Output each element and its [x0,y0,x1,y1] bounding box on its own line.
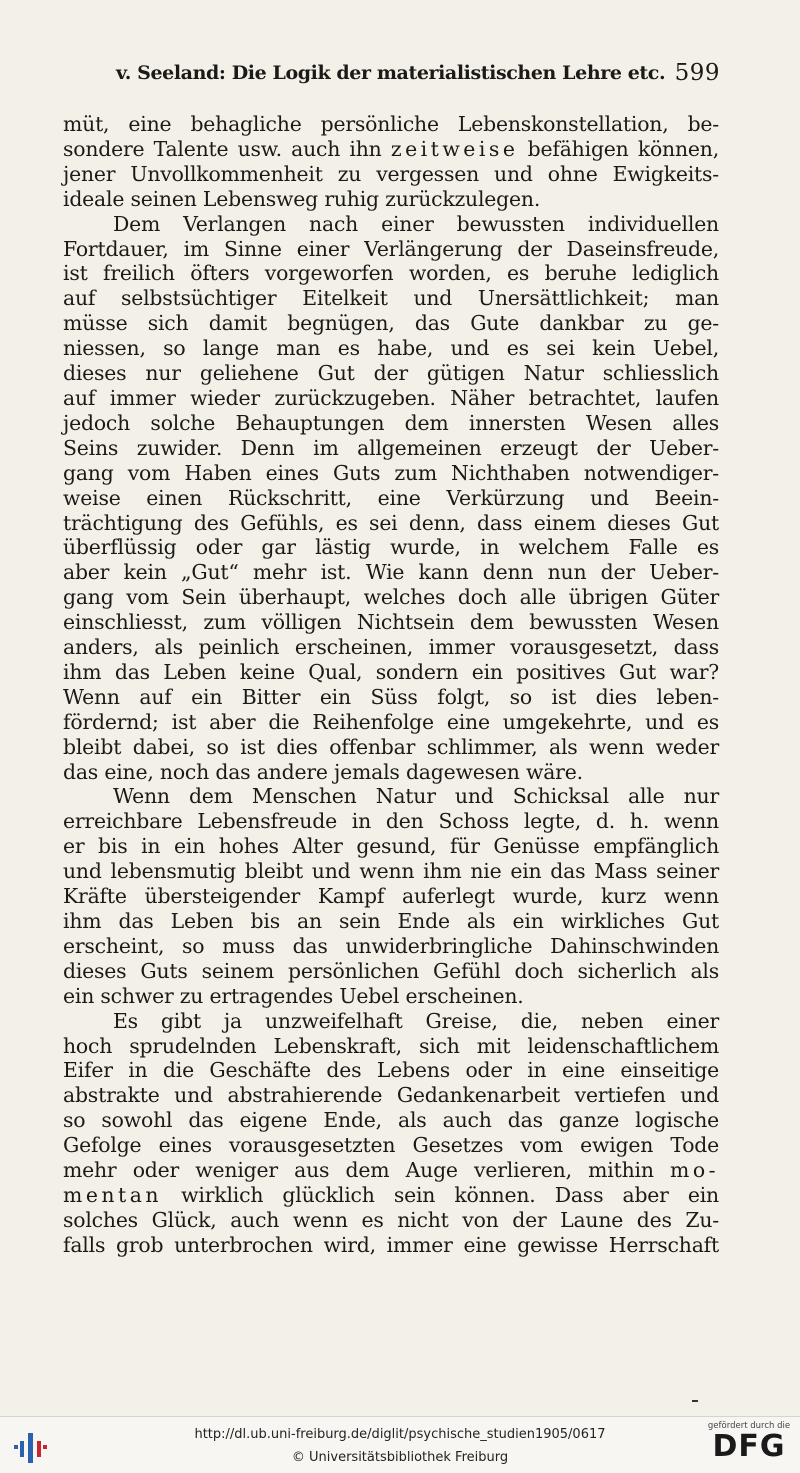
emphasized-word: mentan [63,1182,163,1207]
text-line: ihm das Leben bis an sein Ende als ein wirkliches Gut [63,909,719,933]
text-line: erreichbare Lebensfreude in den Schoss legte, d. h. wenn [63,809,719,834]
running-title: v. Seeland: Die Logik der materialistischen Lehre etc. [116,62,666,84]
text-line: hoch sprudelnden Lebenskraft, sich mit leidenschaftlichem [63,1033,719,1058]
text-line: bleibt dabei, so ist dies offenbar schlimmer, als wenn weder [63,734,719,759]
permalink-url[interactable]: http://dl.ub.uni-freiburg.de/diglit/psychische_studien1905/0617 [194,1427,606,1442]
text-line: falls grob unterbrochen wird, immer eine gewisse Herrschaft [63,1232,719,1257]
text-line: er bis in ein hohes Alter gesund, für Genüsse empfänglich [63,834,719,859]
text-line: gang vom Haben eines Guts zum Nichthaben notwendiger- [63,460,719,485]
text-line: Dem Verlangen nach einer bewussten individuellen [113,211,719,236]
text-line: Gefolge eines vorausgesetzten Gesetzes vom ewigen Tode [63,1133,719,1158]
text-line: dieses nur geliehene Gut der gütigen Natur schliesslich [63,361,719,386]
text-line: ist freilich öfters vorgeworfen worden, es beruhe lediglich [63,261,719,286]
text-line: das eine, noch das andere jemals dagewesen wäre. [63,759,583,784]
text-line: so sowohl das eigene Ende, als auch das ganze logische [63,1108,719,1133]
text-line: weise einen Rückschritt, eine Verkürzung und Beein- [63,485,719,510]
text-line: solches Glück, auch wenn es nicht von der Laune des Zu- [63,1207,719,1232]
text-line: überflüssig oder gar lästig wurde, in welchem Falle es [63,535,719,560]
dfg-sponsor[interactable] [706,1421,792,1471]
text-line: jener Unvollkommenheit zu vergessen und ohne Ewigkeits- [63,161,719,186]
text-line: auf immer wieder zurückzugeben. Näher betrachtet, laufen [63,385,719,410]
text-line: und lebensmutig bleibt und wenn ihm nie ein das Mass seiner [63,859,719,884]
text-line: niessen, so lange man es habe, und es sei kein Uebel, [63,336,719,361]
paragraph [63,212,719,785]
text-line: einschliesst, zum völligen Nichtsein dem bewussten Wesen [63,610,719,635]
text-line: ideale seinen Lebensweg ruhig zurückzulegen. [63,186,541,211]
text-line: fördernd; ist aber die Reihenfolge eine umgekehrte, und es [63,709,719,734]
text-line: aber kein „Gut“ mehr ist. Wie kann denn nun der Ueber- [63,560,719,585]
paragraph [63,112,719,212]
text-line: erscheint, so muss das unwiderbringliche Dahinschwinden [63,933,719,958]
emphasized-word: mo- [669,1158,719,1183]
text-line: müt, eine behagliche persönliche Lebenskonstellation, be- [63,112,719,136]
scan-mark [692,1400,698,1402]
dfg-logo-icon: DFG [712,1429,786,1464]
text-line: trächtigung des Gefühls, es sei denn, dass einem dieses Gut [63,510,719,535]
text-line: mentan wirklich glücklich sein können. Dass aber ein [63,1182,719,1207]
text-line: dieses Guts seinem persönlichen Gefühl doch sicherlich als [63,958,719,983]
text-line: auf selbstsüchtiger Eitelkeit und Unersättlichkeit; man [63,286,719,311]
text-line: jedoch solche Behauptungen dem innersten Wesen alles [63,410,719,435]
emphasized-word: zeitweise [390,136,519,161]
text-line: Eifer in die Geschäfte des Lebens oder in eine einseitige [63,1058,719,1083]
text-line: Es gibt ja unzweifelhaft Greise, die, neben einer [113,1008,719,1033]
body-text [63,112,719,1258]
text-line: mehr oder weniger aus dem Auge verlieren, mithin mo- [63,1158,719,1183]
text-line: Wenn dem Menschen Natur und Schicksal alle nur [113,784,719,809]
text-line: ihm das Leben keine Qual, sondern ein positives Gut war? [63,659,719,684]
text-line: ein schwer zu ertragendes Uebel erscheinen. [63,983,524,1008]
viewer-footer [0,1416,800,1473]
text-line: abstrakte und abstrahierende Gedankenarbeit vertiefen und [63,1083,719,1108]
text-line: sondere Talente usw. auch ihn zeitweise befähigen können, [63,136,719,161]
page-number: 599 [674,60,720,86]
text-line: Kräfte übersteigender Kampf auferlegt wurde, kurz wenn [63,884,719,909]
text-line: müsse sich damit begnügen, das Gute dankbar zu ge- [63,311,719,336]
page-header [64,60,720,90]
text-line: Fortdauer, im Sinne einer Verlängerung der Daseinsfreude, [63,236,719,261]
text-line: Wenn auf ein Bitter ein Süss folgt, so ist dies leben- [63,684,719,709]
dfg-caption: gefördert durch die [707,1421,791,1431]
text-line: Seins zuwider. Denn im allgemeinen erzeugt der Ueber- [63,435,719,460]
paragraph [63,1009,719,1258]
text-line: gang vom Sein überhaupt, welches doch alle übrigen Güter [63,585,719,610]
paragraph [63,784,719,1008]
copyright-notice: © Universitätsbibliothek Freiburg [291,1450,509,1465]
text-line: anders, als peinlich erscheinen, immer vorausgesetzt, dass [63,635,719,660]
